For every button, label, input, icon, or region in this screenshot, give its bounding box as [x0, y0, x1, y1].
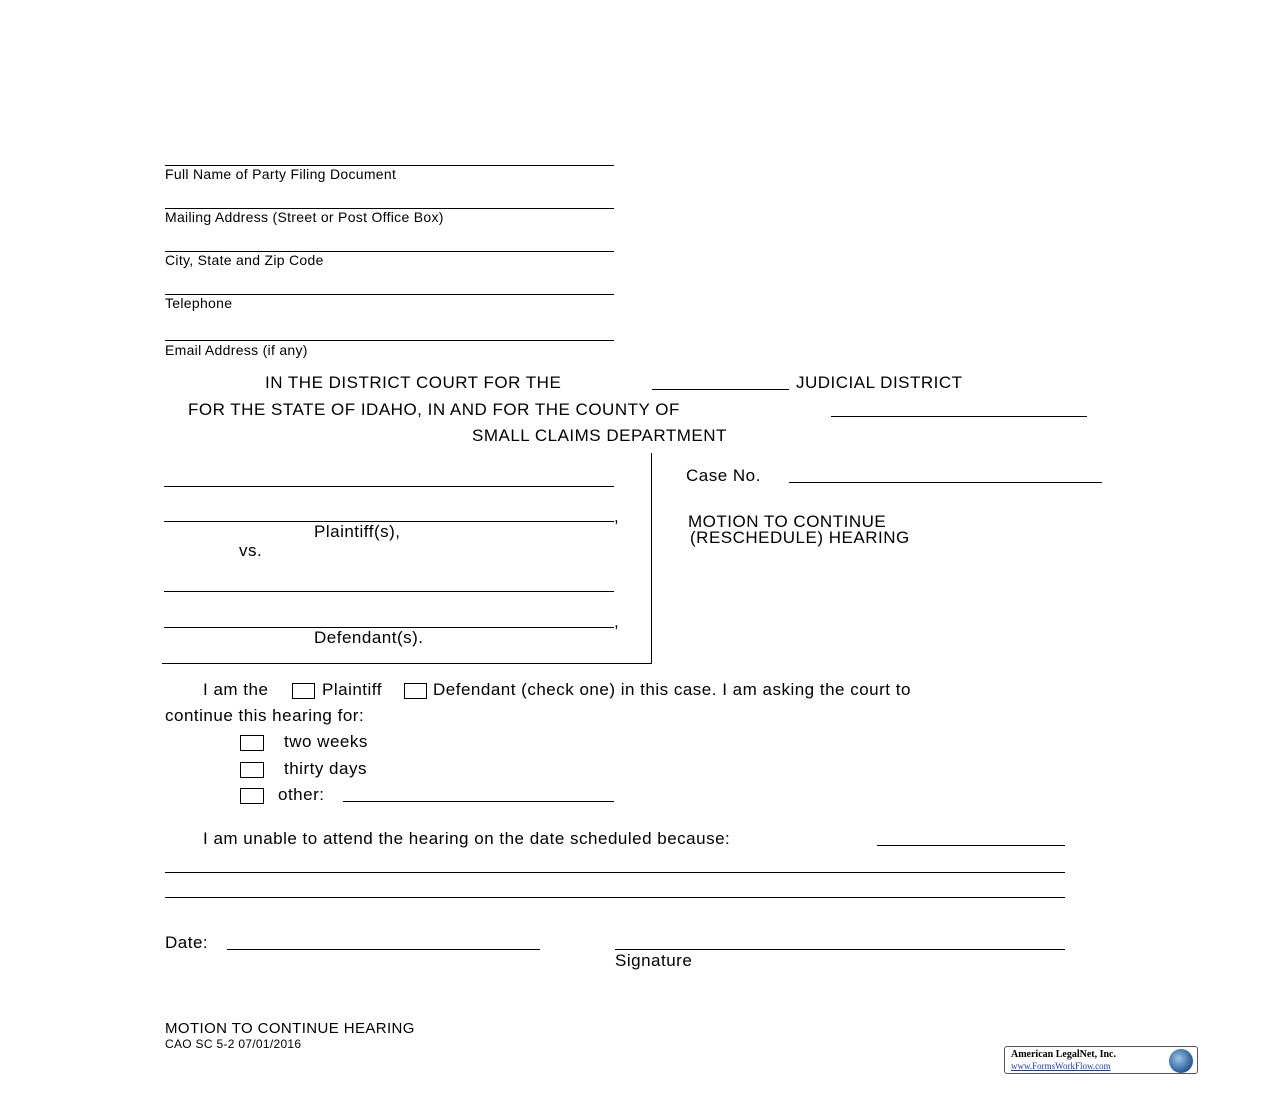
continue-line: continue this hearing for: — [165, 706, 365, 725]
email-label: Email Address (if any) — [165, 342, 308, 358]
defendant-option-label: Defendant (check one) in this case. I am asking the court to — [433, 680, 911, 699]
caption-divider — [651, 453, 652, 664]
case-no-field[interactable] — [789, 482, 1102, 483]
court-line3: SMALL CLAIMS DEPARTMENT — [472, 426, 727, 445]
plaintiff-comma: , — [614, 507, 620, 526]
logo-url[interactable]: www.FormsWorkFlow.com — [1011, 1061, 1111, 1071]
date-field[interactable] — [227, 949, 540, 950]
case-no-label: Case No. — [686, 466, 761, 485]
vs-label: vs. — [239, 541, 263, 560]
motion-title-line1: MOTION TO CONTINUE — [688, 512, 887, 531]
name-label: Full Name of Party Filing Document — [165, 166, 397, 182]
defendant-checkbox[interactable] — [404, 683, 427, 699]
court-line1-post: JUDICIAL DISTRICT — [796, 373, 963, 392]
footer-title: MOTION TO CONTINUE HEARING — [165, 1020, 415, 1037]
county-field[interactable] — [831, 416, 1087, 417]
court-line2: FOR THE STATE OF IDAHO, IN AND FOR THE COUNTY OF — [188, 400, 680, 419]
reason-field-2[interactable] — [165, 872, 1065, 873]
city-label: City, State and Zip Code — [165, 252, 324, 268]
thirty-days-label: thirty days — [284, 759, 367, 778]
unable-text: I am unable to attend the hearing on the date scheduled because: — [203, 829, 731, 848]
thirty-days-checkbox[interactable] — [240, 762, 264, 778]
legalnet-logo[interactable] — [1004, 1046, 1198, 1074]
defendant-name-line1[interactable] — [164, 591, 614, 592]
two-weeks-checkbox[interactable] — [240, 735, 264, 751]
other-field[interactable] — [343, 801, 614, 802]
phone-label: Telephone — [165, 295, 233, 311]
signature-label: Signature — [615, 951, 693, 970]
reason-field-3[interactable] — [165, 897, 1065, 898]
caption-bottom-border — [162, 663, 652, 664]
motion-title-line2: (RESCHEDULE) HEARING — [690, 528, 910, 547]
phone-field[interactable] — [165, 294, 614, 295]
court-line1-pre: IN THE DISTRICT COURT FOR THE — [265, 373, 562, 392]
plaintiff-option-label: Plaintiff — [322, 680, 382, 699]
defendant-label: Defendant(s). — [314, 628, 424, 647]
plaintiff-name-line1[interactable] — [164, 486, 614, 487]
logo-name: American LegalNet, Inc. — [1011, 1049, 1116, 1060]
footer-code: CAO SC 5-2 07/01/2016 — [165, 1037, 302, 1051]
other-label: other: — [278, 785, 325, 804]
globe-icon — [1169, 1049, 1193, 1073]
two-weeks-label: two weeks — [284, 732, 368, 751]
other-checkbox[interactable] — [240, 788, 264, 804]
date-label: Date: — [165, 933, 209, 952]
reason-field-1[interactable] — [877, 845, 1065, 846]
email-field[interactable] — [165, 340, 614, 341]
signature-field[interactable] — [615, 949, 1065, 950]
address-label: Mailing Address (Street or Post Office Box) — [165, 209, 444, 225]
district-field[interactable] — [652, 389, 789, 390]
plaintiff-checkbox[interactable] — [292, 683, 315, 699]
plaintiff-label: Plaintiff(s), — [314, 522, 401, 541]
defendant-comma: , — [614, 612, 620, 631]
iam-text: I am the — [203, 680, 269, 699]
